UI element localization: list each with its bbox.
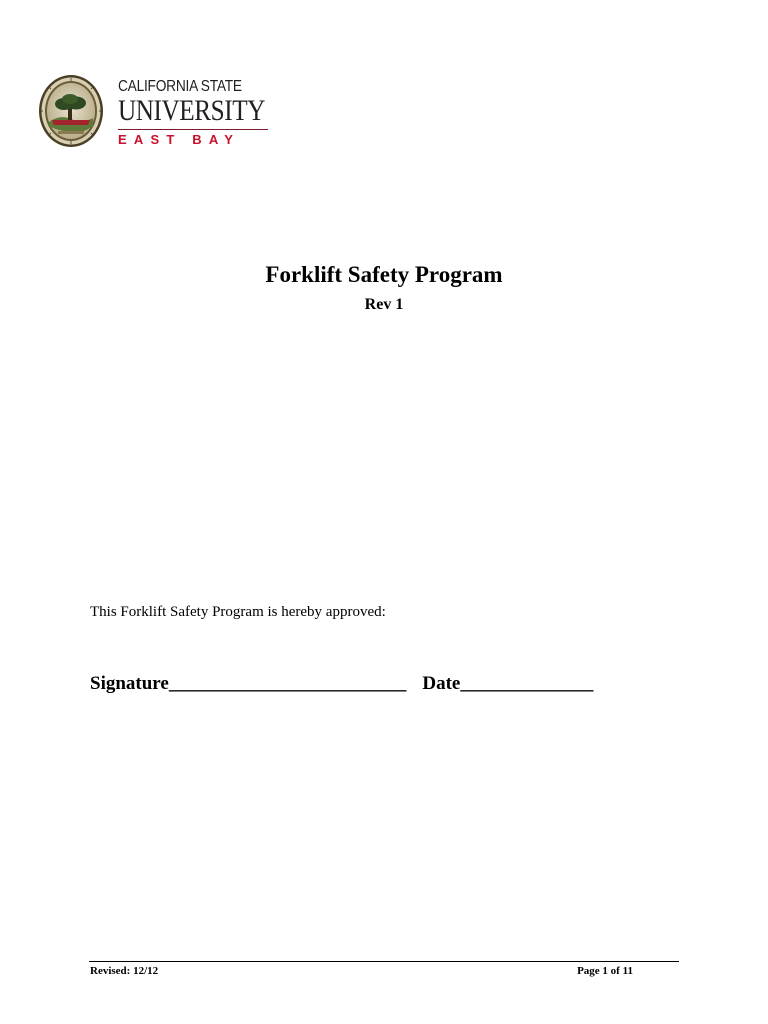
approval-statement: This Forklift Safety Program is hereby approved: <box>90 604 386 620</box>
signature-field: Signature_________________________ <box>90 673 407 694</box>
date-field: Date______________ <box>422 673 594 694</box>
document-revision: Rev 1 <box>364 296 404 313</box>
footer-page-number: Page 1 of 11 <box>577 965 633 977</box>
wordmark-line-east-bay: EAST BAY <box>118 132 241 147</box>
wordmark-line-california-state: CALIFORNIA STATE <box>118 78 242 95</box>
wordmark-line-university: UNIVERSITY <box>118 94 265 127</box>
signature-block <box>90 671 593 697</box>
wordmark-divider <box>118 129 268 130</box>
footer-divider <box>89 961 679 962</box>
footer-revised-date: Revised: 12/12 <box>90 965 159 977</box>
university-logo <box>38 72 278 152</box>
university-wordmark <box>118 78 270 148</box>
document-title: Forklift Safety Program <box>265 262 503 287</box>
university-seal-icon <box>38 74 104 148</box>
